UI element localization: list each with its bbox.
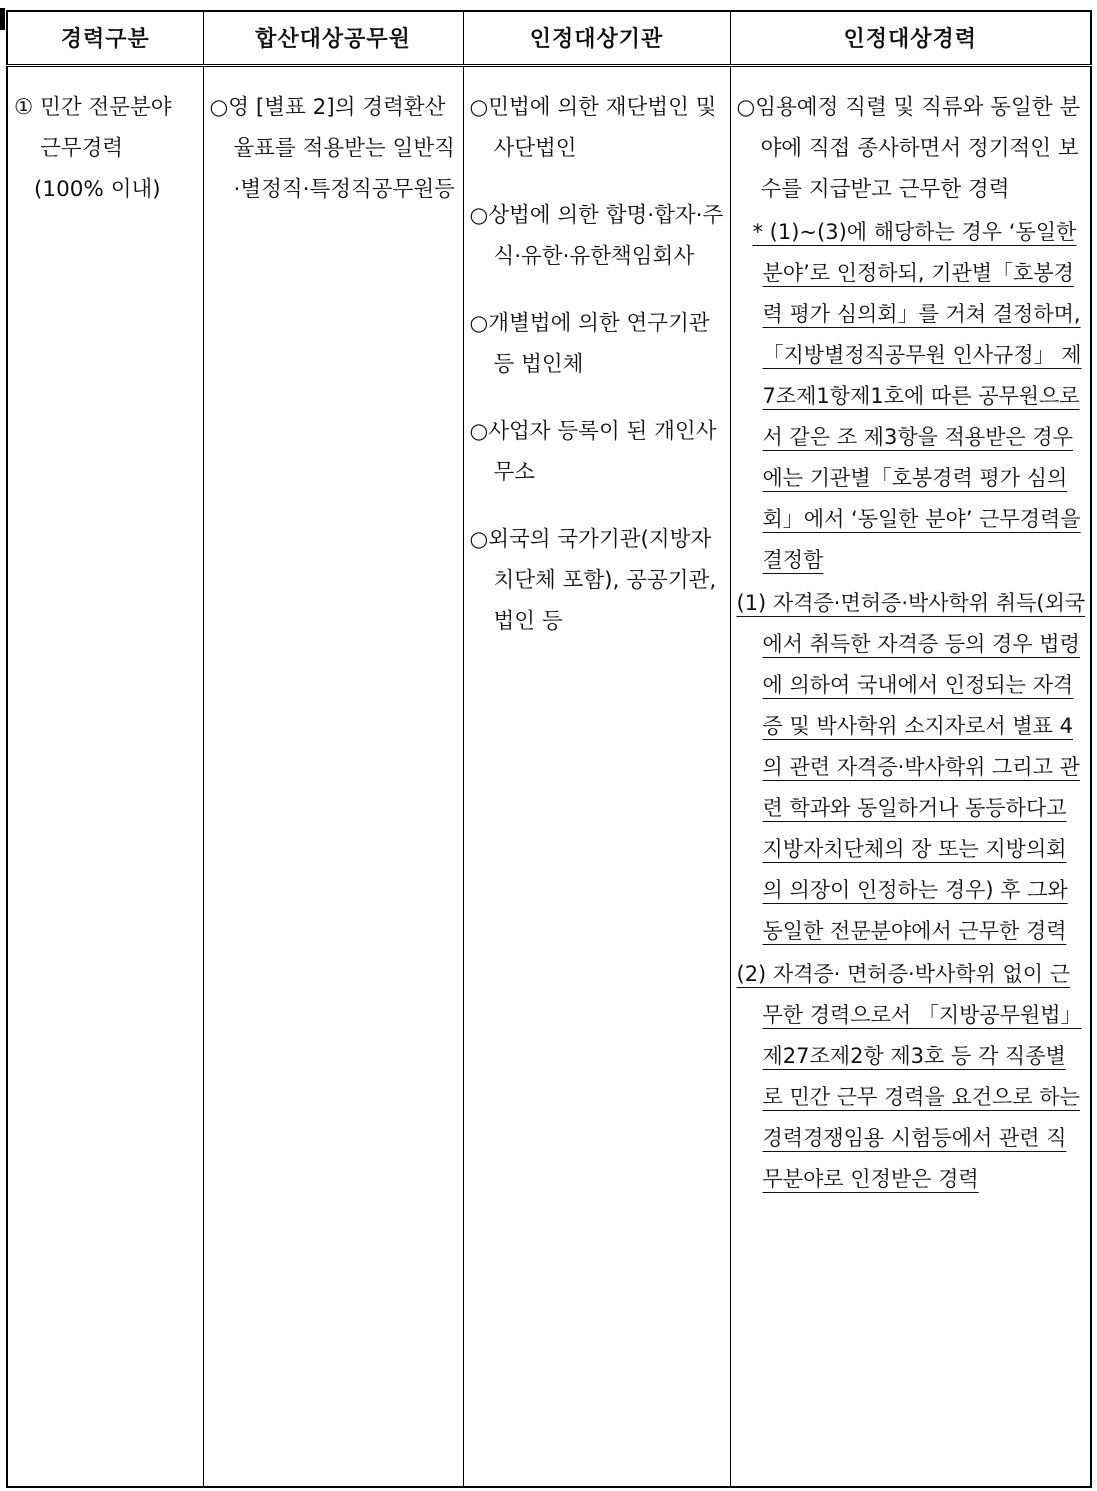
- table-row: [7, 65, 1091, 1487]
- experience-item-2: [737, 954, 1087, 1200]
- cell-recognized-institution: [463, 65, 730, 1487]
- institution-item: ○사업자 등록이 된 개인사무소: [469, 418, 717, 485]
- cell-target-official: [203, 65, 463, 1487]
- header-target-official: 합산대상공무원: [203, 11, 463, 65]
- category-limit: (100% 이내): [34, 176, 161, 202]
- experience-item-2-text: (2) 자격증· 면허증·박사학위 없이 근무한 경력으로서 「지방공무원법」 제27조제2항 제3호 등 각 직종별로 민간 근무 경력을 요건으로 하는 경력경쟁임용 시험등에서 관련 직무분야로 인정받은 경력: [736, 961, 1082, 1191]
- institution-item: ○외국의 국가기관(지방자치단체 포함), 공공기관, 법인 등: [469, 526, 717, 634]
- institution-item: ○민법에 의한 재단법인 및 사단법인: [469, 94, 717, 161]
- corner-mark: [0, 8, 5, 30]
- category-label-cont: 근무경력: [40, 135, 124, 161]
- cell-career-category: [7, 65, 203, 1487]
- category-label: ① 민간 전문분야: [14, 94, 172, 120]
- target-official-text: ○영 [별표 2]의 경력환산율표를 적용받는 일반직·별정직·특정직공무원등: [209, 94, 455, 202]
- header-recognized-institution: 인정대상기관: [463, 11, 730, 65]
- career-recognition-table: [6, 10, 1092, 1488]
- institution-item: ○상법에 의한 합명·합자·주식·유한·유한책임회사: [469, 202, 724, 269]
- cell-recognized-experience: [730, 65, 1091, 1487]
- experience-main-text: ○임용예정 직렬 및 직류와 동일한 분야에 직접 종사하면서 정기적인 보수를 지급받고 근무한 경력: [736, 94, 1081, 202]
- institution-item: ○개별법에 의한 연구기관등 법인체: [469, 310, 710, 377]
- experience-item-1: [737, 583, 1087, 952]
- header-row: [7, 11, 1091, 65]
- header-career-category: 경력구분: [7, 11, 203, 65]
- experience-item-1-text: (1) 자격증·면허증·박사학위 취득(외국에서 취득한 자격증 등의 경우 법령에 의하여 국내에서 인정되는 자격증 및 박사학위 소지자로서 별표 4의 관련 자격증·박사학위 그리고 관련 학과와 동일하거나 동등하다고 지방자치단체의 장 또는 지방의회의 의장이 인정하는 경우) 후 그와 동일한 전문분야에서 근무한 경력: [736, 590, 1086, 943]
- header-recognized-experience: 인정대상경력: [730, 11, 1091, 65]
- experience-note: [737, 212, 1087, 581]
- experience-note-text: * (1)~(3)에 해당하는 경우 ‘동일한 분야’로 인정하되, 기관별「호봉경력 평가 심의회」를 거쳐 결정하며, 「지방별정직공무원 인사규정」 제7조제1항제1호에 따른 공무원으로서 같은 조 제3항을 적용받은 경우에는 기관별「호봉경력 평가 심의회」에서 ‘동일한 분야’ 근무경력을 결정함: [752, 219, 1082, 572]
